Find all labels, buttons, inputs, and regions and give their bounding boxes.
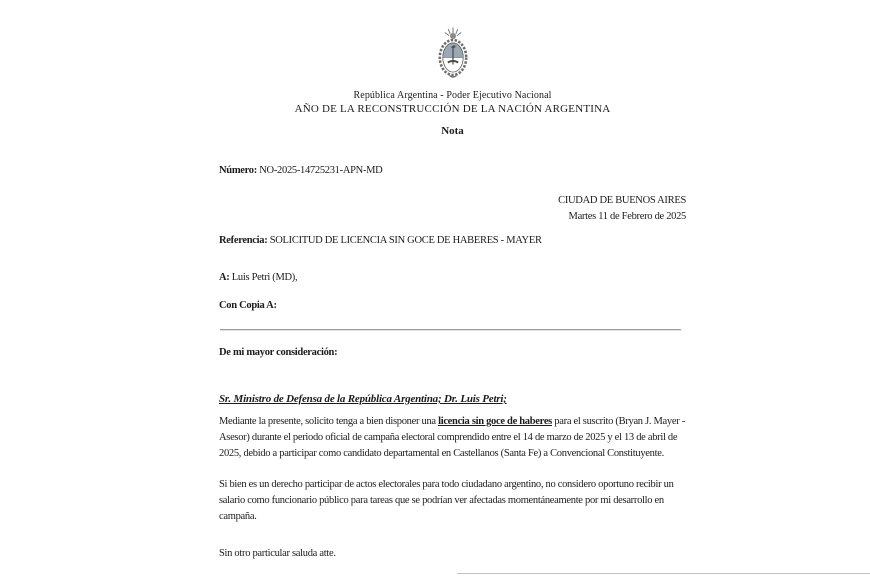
cc-label: Con Copia A: [219, 300, 277, 311]
salutation-line: De mi mayor consideración: [219, 347, 338, 358]
recipient-value: Luis Petri (MD), [229, 272, 298, 283]
document-number-line [219, 163, 689, 179]
recipient-line [219, 270, 689, 286]
document-header [219, 26, 686, 138]
section-divider [220, 329, 681, 330]
year-motto-line: AÑO DE LA RECONSTRUCCIÓN DE LA NACIÓN ARGENTINA [294, 103, 611, 115]
paragraph-request [219, 414, 689, 462]
place-date-block [219, 193, 686, 225]
reference-value: SOLICITUD DE LICENCIA SIN GOCE DE HABERES - MAYER [267, 235, 542, 246]
numero-label: Número: [219, 165, 257, 176]
paragraph-justification: Si bien es un derecho participar de actos electorales para todo ciudadano argentino, no considero oportuno recibir un salario como funcionario público para tareas que se podrían ver afectadas momentáneamente por mi desarrollo en campaña. [219, 479, 674, 522]
document-type-title: Nota [441, 125, 464, 137]
paragraph-request-rest: para el suscrito (Bryan J. Mayer - Asesor) durante el periodo oficial de campaña electoral comprendido entre el 14 de marzo de 2025 y el 13 de abril de 2025, debido a participar como candidato departamental en Castellanos (Santa Fe) a Convencional Constituyente. [219, 416, 685, 459]
addressee-line: Sr. Ministro de Defensa de la República Argentina; Dr. Luis Petri; [219, 393, 507, 405]
paragraph-request-lead: Mediante la presente, solicito tenga a bien disponer una [219, 416, 439, 427]
paragraph-request-emphasis: licencia sin goce de haberes [438, 416, 552, 427]
argentina-coat-of-arms-icon [433, 26, 473, 82]
org-line: República Argentina - Poder Ejecutivo Nacional [353, 90, 552, 101]
reference-line [219, 233, 689, 249]
numero-value: NO-2025-14725231-APN-MD [256, 165, 383, 176]
city-line: CIUDAD DE BUENOS AIRES [558, 195, 686, 206]
reference-label: Referencia: [219, 235, 268, 246]
recipient-label: A: [219, 272, 230, 283]
closing-line: Sin otro particular saluda atte. [219, 548, 336, 559]
signature-box-top-edge [457, 573, 870, 574]
date-line: Martes 11 de Febrero de 2025 [568, 211, 686, 222]
